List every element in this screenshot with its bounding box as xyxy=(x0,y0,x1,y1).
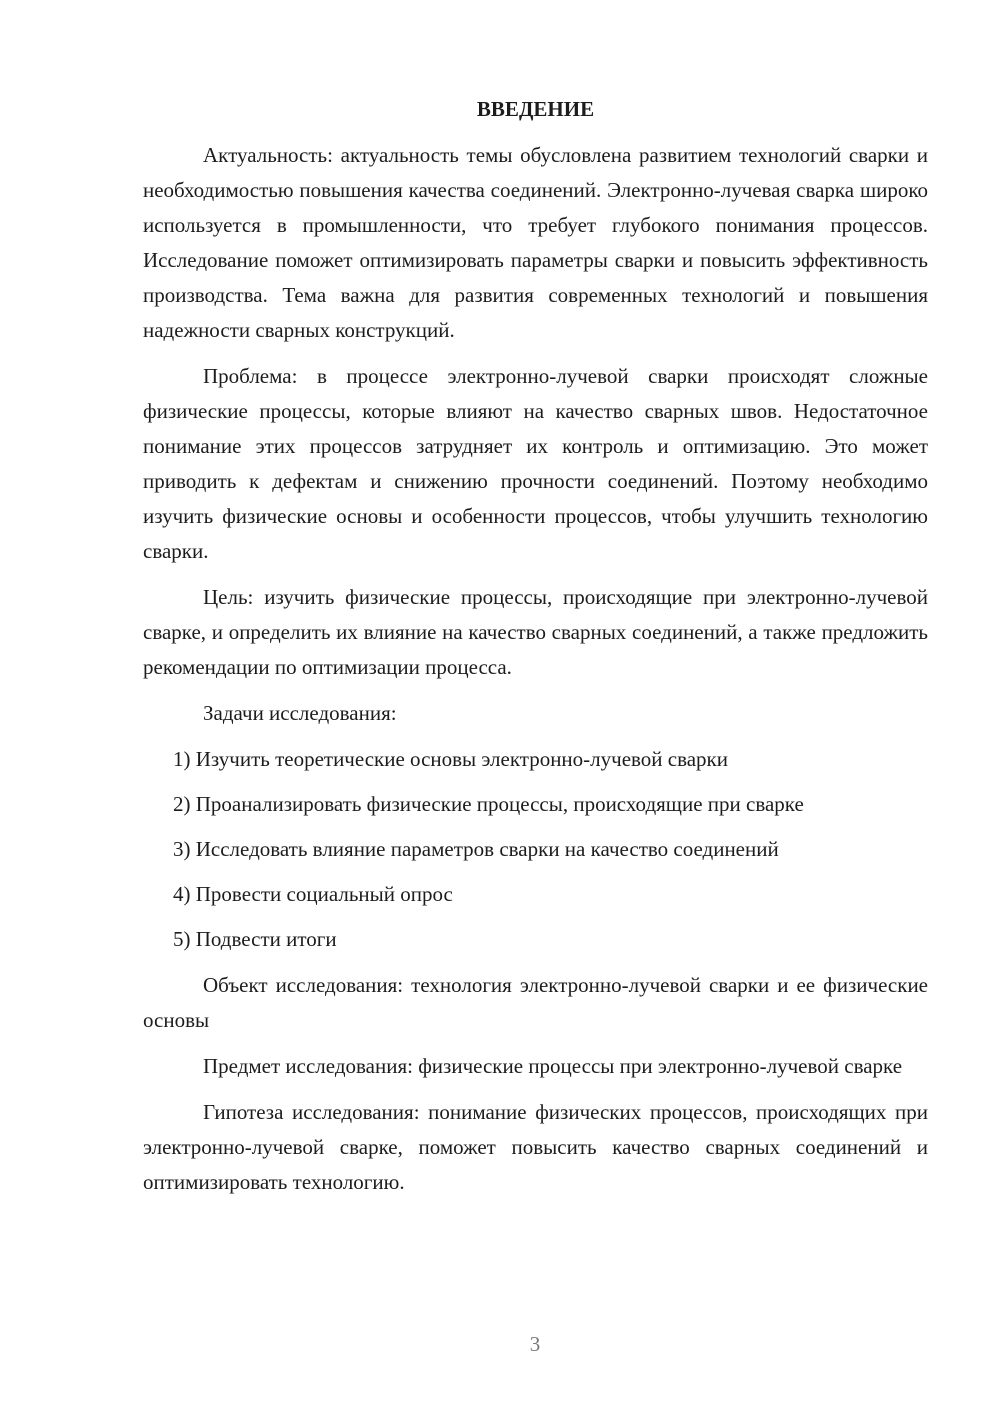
paragraph-relevance: Актуальность: актуальность темы обусловлена развитием технологий сварки и необходимостью повышения качества соединений. Электронно-лучевая сварка широко используется в промышленности, что требует глубокого понимания процессов. Исследование поможет оптимизировать параметры сварки и повысить эффективность производства. Тема важна для развития современных технологий и повышения надежности сварных конструкций. xyxy=(143,143,928,342)
paragraph-problem: Проблема: в процессе электронно-лучевой сварки происходят сложные физические процессы, которые влияют на качество сварных швов. Недостаточное понимание этих процессов затрудняет их контроль и оптимизацию. Это может приводить к дефектам и снижению прочности соединений. Поэтому необходимо изучить физические основы и особенности процессов, чтобы улучшить технологию сварки. xyxy=(143,364,928,563)
tasks-heading: Задачи исследования: xyxy=(203,701,397,725)
page-number: 3 xyxy=(529,1332,541,1356)
paragraph-goal: Цель: изучить физические процессы, происходящие при электронно-лучевой сварке, и определить их влияние на качество сварных соединений, а также предложить рекомендации по оптимизации процесса. xyxy=(143,585,928,679)
paragraph-object: Объект исследования: технология электронно-лучевой сварки и ее физические основы xyxy=(143,973,928,1032)
list-item: 2) Проанализировать физические процессы, происходящие при сварке xyxy=(173,792,804,816)
list-item: 4) Провести социальный опрос xyxy=(173,882,453,906)
page-title: ВВЕДЕНИЕ xyxy=(476,97,595,121)
paragraph-hypothesis: Гипотеза исследования: понимание физических процессов, происходящих при электронно-лучевой сварке, поможет повысить качество сварных соединений и оптимизировать технологию. xyxy=(143,1100,928,1194)
page-content xyxy=(143,92,928,1211)
list-item: 3) Исследовать влияние параметров сварки на качество соединений xyxy=(173,837,779,861)
tasks-list xyxy=(143,742,928,957)
list-item: 1) Изучить теоретические основы электронно-лучевой сварки xyxy=(173,747,729,771)
list-item: 5) Подвести итоги xyxy=(173,927,337,951)
paragraph-subject: Предмет исследования: физические процессы при электронно-лучевой сварке xyxy=(203,1054,903,1078)
